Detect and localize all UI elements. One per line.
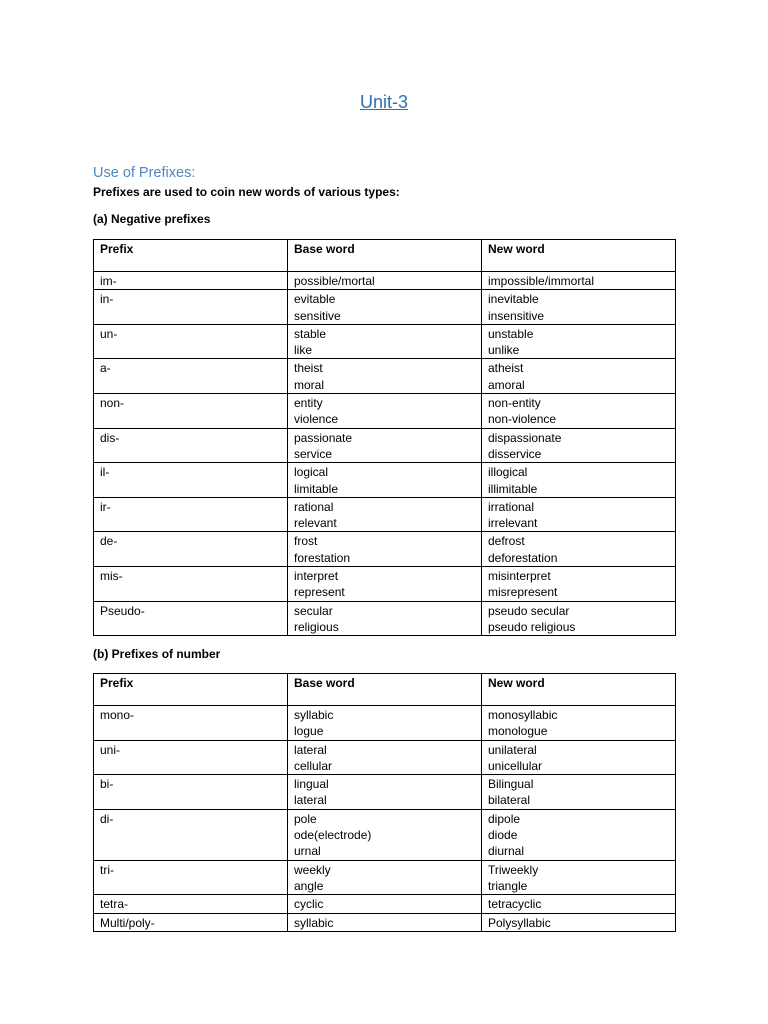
new-word-cell: [482, 394, 676, 429]
new-word-cell: [482, 895, 676, 913]
negative-prefixes-table: [93, 239, 676, 636]
new-word-cell: [482, 532, 676, 567]
prefix-cell: bi-: [94, 775, 288, 810]
new-word-cell: [482, 601, 676, 636]
base-word: rational: [294, 499, 334, 514]
base-word: lingual: [294, 777, 329, 792]
base-word-cell: [288, 567, 482, 602]
new-word: unlike: [488, 343, 520, 358]
prefix-cell: im-: [94, 272, 288, 290]
base-word-cell: [288, 809, 482, 860]
prefix-cell: de-: [94, 532, 288, 567]
base-word: like: [294, 343, 313, 358]
base-word: cyclic: [294, 897, 324, 912]
new-word-cell: [482, 359, 676, 394]
base-word: passionate: [294, 430, 353, 445]
new-word: pseudo religious: [488, 619, 576, 634]
base-word: logical: [294, 465, 329, 480]
base-word-cell: [288, 428, 482, 463]
prefix-cell: in-: [94, 290, 288, 325]
column-header-new-word: New word: [482, 674, 676, 706]
new-word: irrational: [488, 499, 535, 514]
table-row: [94, 913, 676, 931]
base-word: religious: [294, 619, 339, 634]
new-word: defrost: [488, 534, 525, 549]
base-word: moral: [294, 377, 325, 392]
new-word: amoral: [488, 377, 525, 392]
base-word: urnal: [294, 844, 321, 859]
unit-title: Unit-3: [359, 92, 408, 112]
base-word: weekly: [294, 862, 331, 877]
prefix-cell: mis-: [94, 567, 288, 602]
base-word-cell: [288, 394, 482, 429]
table-row: [94, 601, 676, 636]
new-word: monologue: [488, 724, 548, 739]
prefix-cell: mono-: [94, 706, 288, 741]
base-word-cell: [288, 463, 482, 498]
new-word: diurnal: [488, 844, 525, 859]
table-row: [94, 272, 676, 290]
new-word: deforestation: [488, 550, 558, 565]
base-word: pole: [294, 811, 317, 826]
new-word: misinterpret: [488, 569, 551, 584]
table-row: [94, 895, 676, 913]
column-header-base-word: Base word: [288, 674, 482, 706]
new-word-cell: [482, 706, 676, 741]
base-word: forestation: [294, 550, 351, 565]
base-word-cell: [288, 895, 482, 913]
new-word-cell: [482, 428, 676, 463]
column-header-prefix: Prefix: [94, 240, 288, 272]
new-word-cell: [482, 497, 676, 532]
table-row: [94, 567, 676, 602]
base-word-cell: [288, 913, 482, 931]
table-row: [94, 463, 676, 498]
table-row: [94, 775, 676, 810]
column-header-prefix: Prefix: [94, 674, 288, 706]
new-word-cell: [482, 290, 676, 325]
new-word: Bilingual: [488, 777, 534, 792]
prefix-cell: tri-: [94, 860, 288, 895]
new-word: impossible/immortal: [488, 274, 595, 288]
new-word: unilateral: [488, 742, 537, 757]
table-row: [94, 428, 676, 463]
table-row: [94, 497, 676, 532]
number-prefixes-heading: (b) Prefixes of number: [93, 647, 221, 661]
table-row: [94, 324, 676, 359]
new-word: non-violence: [488, 412, 557, 427]
new-word: unicellular: [488, 758, 543, 773]
base-word: stable: [294, 326, 327, 341]
new-word-cell: [482, 913, 676, 931]
table-row: [94, 290, 676, 325]
new-word-cell: [482, 775, 676, 810]
base-word-cell: [288, 740, 482, 775]
base-word-cell: [288, 532, 482, 567]
base-word: cellular: [294, 758, 333, 773]
base-word: ode(electrode): [294, 828, 372, 843]
new-word: tetracyclic: [488, 897, 542, 912]
table-row: [94, 532, 676, 567]
prefix-cell: tetra-: [94, 895, 288, 913]
new-word: non-entity: [488, 396, 541, 411]
new-word-cell: [482, 740, 676, 775]
new-word: insensitive: [488, 308, 545, 323]
base-word: possible/mortal: [294, 274, 375, 288]
new-word: illogical: [488, 465, 528, 480]
base-word: interpret: [294, 569, 339, 584]
new-word: dipole: [488, 811, 521, 826]
base-word: frost: [294, 534, 318, 549]
new-word: irrelevant: [488, 516, 538, 531]
base-word: sensitive: [294, 308, 341, 323]
table-row: [94, 740, 676, 775]
new-word: Triweekly: [488, 862, 539, 877]
base-word-cell: [288, 290, 482, 325]
base-word: lateral: [294, 742, 327, 757]
column-header-new-word: New word: [482, 240, 676, 272]
prefix-cell: uni-: [94, 740, 288, 775]
base-word: limitable: [294, 481, 339, 496]
table-row: [94, 359, 676, 394]
new-word: misrepresent: [488, 585, 558, 600]
base-word: relevant: [294, 516, 337, 531]
new-word-cell: [482, 567, 676, 602]
base-word-cell: [288, 706, 482, 741]
prefix-cell: a-: [94, 359, 288, 394]
base-word: syllabic: [294, 915, 334, 930]
column-header-base-word: Base word: [288, 240, 482, 272]
table-header-row: [94, 674, 676, 706]
prefix-cell: di-: [94, 809, 288, 860]
new-word-cell: [482, 324, 676, 359]
prefix-cell: Multi/poly-: [94, 913, 288, 931]
new-word: disservice: [488, 446, 542, 461]
new-word: monosyllabic: [488, 708, 558, 722]
base-word: theist: [294, 361, 323, 376]
new-word: bilateral: [488, 793, 531, 808]
base-word-cell: [288, 497, 482, 532]
base-word-cell: [288, 775, 482, 810]
base-word: angle: [294, 878, 324, 893]
prefix-cell: il-: [94, 463, 288, 498]
prefix-cell: non-: [94, 394, 288, 429]
base-word: lateral: [294, 793, 327, 808]
new-word: dispassionate: [488, 430, 562, 445]
base-word: logue: [294, 724, 324, 739]
base-word: secular: [294, 603, 333, 618]
prefix-cell: Pseudo-: [94, 601, 288, 636]
prefix-cell: dis-: [94, 428, 288, 463]
base-word-cell: [288, 272, 482, 290]
base-word-cell: [288, 324, 482, 359]
base-word: represent: [294, 585, 345, 600]
new-word: Polysyllabic: [488, 915, 551, 930]
new-word: triangle: [488, 878, 528, 893]
number-prefixes-table: [93, 673, 676, 932]
new-word: illimitable: [488, 481, 538, 496]
new-word: diode: [488, 828, 518, 843]
new-word: pseudo secular: [488, 603, 570, 618]
table-row: [94, 706, 676, 741]
base-word-cell: [288, 601, 482, 636]
prefix-cell: ir-: [94, 497, 288, 532]
new-word: unstable: [488, 326, 534, 341]
new-word-cell: [482, 809, 676, 860]
section-heading: Use of Prefixes:: [93, 165, 196, 181]
intro-text: Prefixes are used to coin new words of various types:: [93, 185, 400, 199]
new-word: atheist: [488, 361, 524, 376]
base-word: service: [294, 446, 333, 461]
base-word: syllabic: [294, 708, 334, 722]
prefix-cell: un-: [94, 324, 288, 359]
base-word-cell: [288, 860, 482, 895]
base-word: violence: [294, 412, 339, 427]
base-word: evitable: [294, 292, 336, 307]
table-row: [94, 860, 676, 895]
new-word-cell: [482, 860, 676, 895]
new-word-cell: [482, 463, 676, 498]
table-row: [94, 394, 676, 429]
new-word: inevitable: [488, 292, 539, 307]
base-word: entity: [294, 396, 323, 411]
base-word-cell: [288, 359, 482, 394]
new-word-cell: [482, 272, 676, 290]
table-header-row: [94, 240, 676, 272]
negative-prefixes-heading: (a) Negative prefixes: [93, 212, 211, 226]
table-row: [94, 809, 676, 860]
